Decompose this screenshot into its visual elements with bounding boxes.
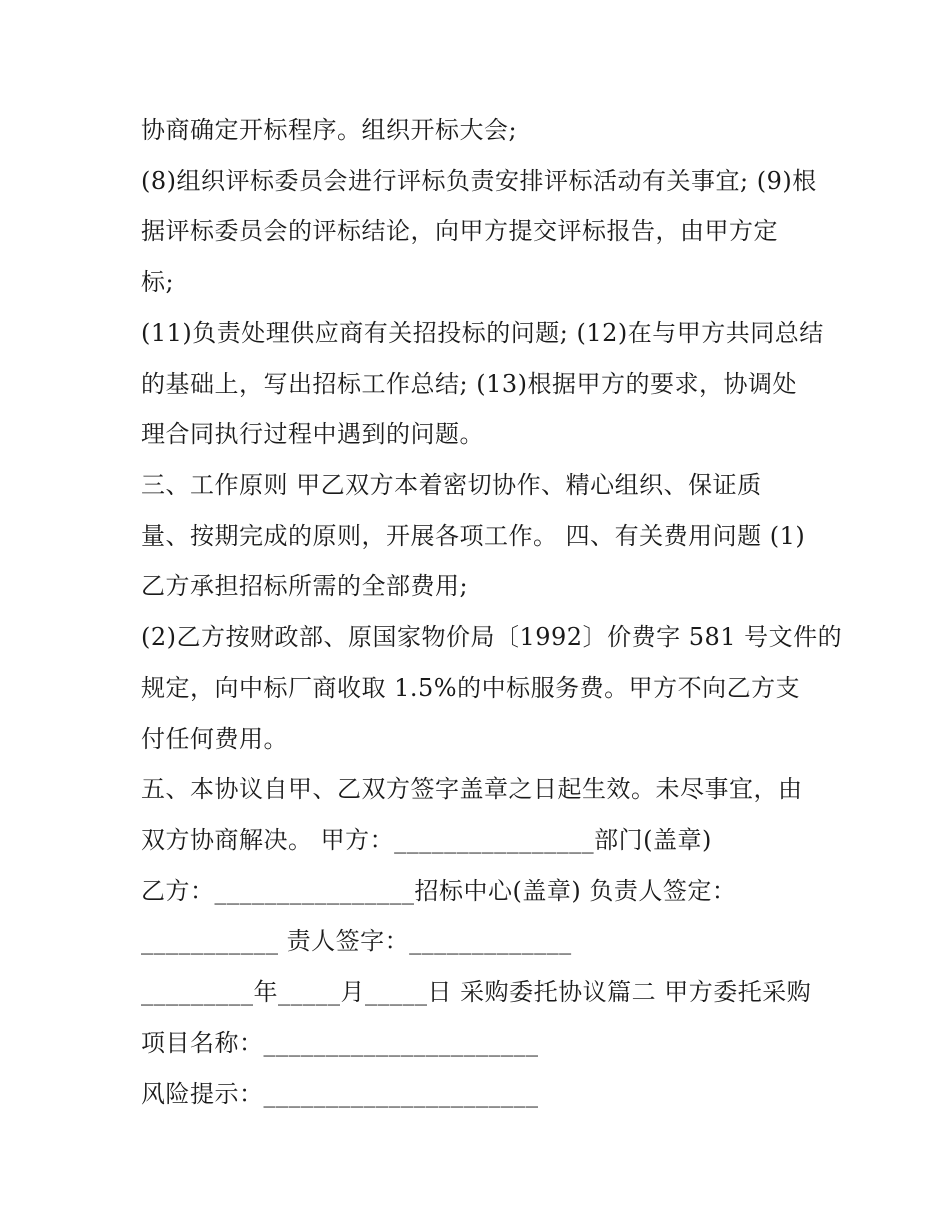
text-line: 标; bbox=[141, 268, 175, 296]
text-line: (8)组织评标委员会进行评标负责安排评标活动有关事宜; (9)根 bbox=[141, 167, 817, 195]
text-line: 量、按期完成的原则，开展各项工作。 四、有关费用问题 (1) bbox=[141, 522, 806, 550]
text-line: 三、工作原则 甲乙双方本着密切协作、精心组织、保证质 bbox=[141, 471, 762, 499]
text-line: (2)乙方按财政部、原国家物价局〔1992〕价费字 581 号文件的 bbox=[141, 623, 843, 651]
text-line: 风险提示：______________________ bbox=[141, 1080, 539, 1108]
text-line: ___________ 责人签字：_____________ bbox=[141, 927, 572, 955]
text-line: 付任何费用。 bbox=[141, 725, 288, 753]
text-line: 乙方：________________招标中心(盖章) 负责人签定： bbox=[141, 877, 737, 905]
text-line: 项目名称：______________________ bbox=[141, 1029, 539, 1057]
text-line: 协商确定开标程序。组织开标大会; bbox=[141, 116, 518, 144]
text-line: 五、本协议自甲、乙双方签字盖章之日起生效。未尽事宜，由 bbox=[141, 775, 803, 803]
text-line: _________年_____月_____日 采购委托协议篇二 甲方委托采购 bbox=[141, 978, 812, 1006]
text-line: 乙方承担招标所需的全部费用; bbox=[141, 572, 469, 600]
text-line: 据评标委员会的评标结论，向甲方提交评标报告，由甲方定 bbox=[141, 217, 778, 245]
text-line: 双方协商解决。 甲方：________________部门(盖章) bbox=[141, 826, 712, 854]
text-line: (11)负责处理供应商有关招投标的问题; (12)在与甲方共同总结 bbox=[141, 319, 824, 347]
text-line: 理合同执行过程中遇到的问题。 bbox=[141, 420, 484, 448]
text-line: 规定，向中标厂商收取 1.5%的中标服务费。甲方不向乙方支 bbox=[141, 674, 801, 702]
text-line: 的基础上，写出招标工作总结; (13)根据甲方的要求，协调处 bbox=[141, 370, 797, 398]
